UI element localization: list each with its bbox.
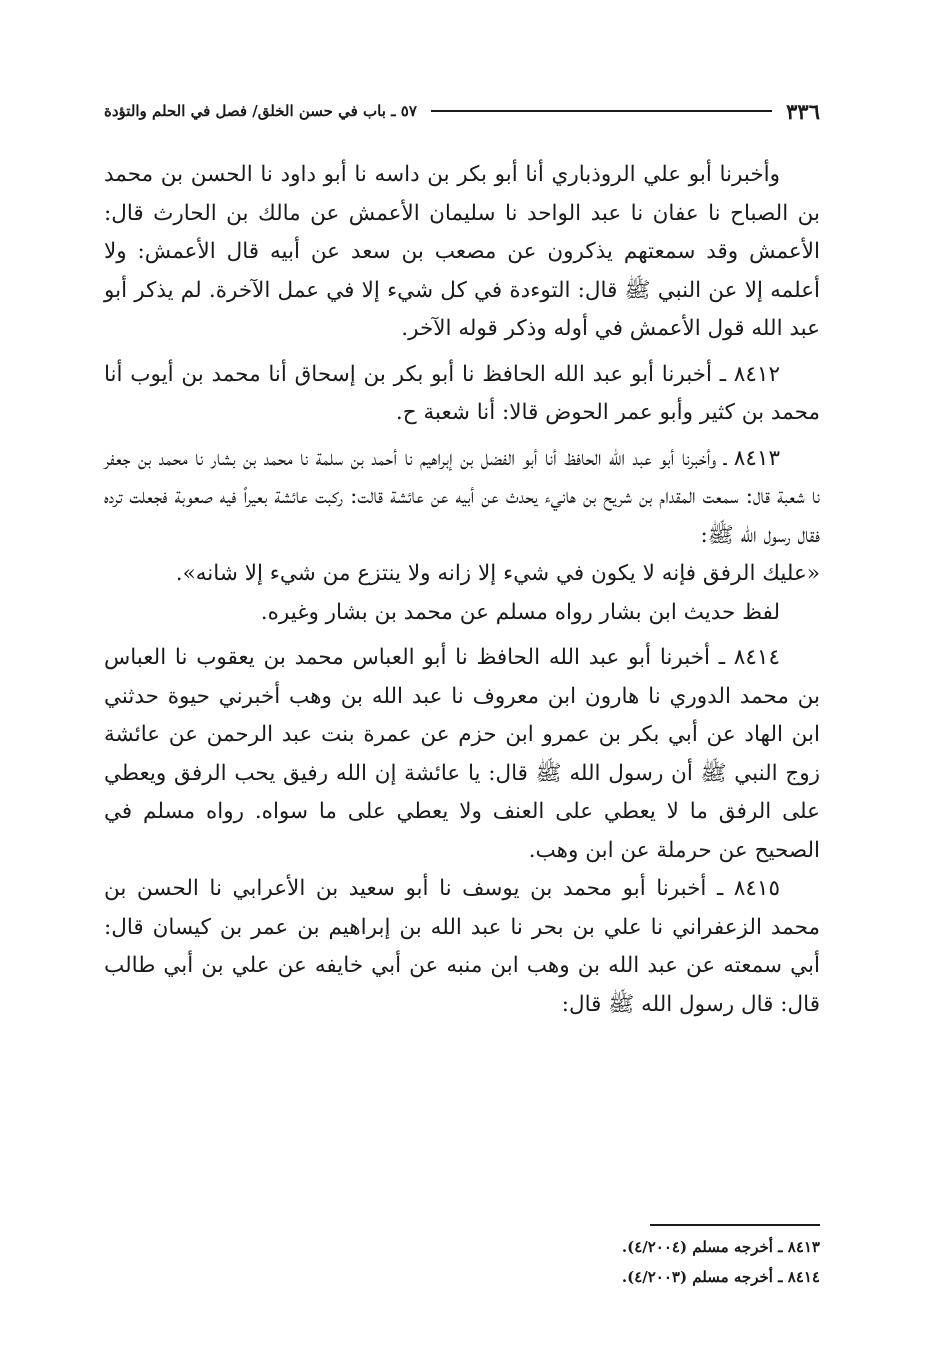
footnote-8413: ٨٤١٣ ـ أخرجه مسلم (٤/٢٠٠٤).: [621, 1238, 820, 1256]
footnotes: [104, 1232, 820, 1292]
page-header: [104, 98, 820, 124]
paragraph-hadith-8414: ٨٤١٤ ـ أخبرنا أبو عبد الله الحافظ نا أبو العباس محمد بن يعقوب نا العباس بن محمد الدوري نا هارون ابن معروف نا عبد الله بن وهب أخبرني حيوة حدثني ابن الهاد عن أبي بكر بن عمرو ابن حزم عن عمرة بنت عبد الرحمن عن عائشة زوج النبي ﷺ أن رسول الله ﷺ قال: يا عائشة إن الله رفيق يحب الرفق ويعطي على الرفق ما لا يعطي على العنف ولا يعطي على ما سواه. رواه مسلم في الصحيح عن حرملة عن ابن وهب.: [104, 645, 820, 863]
paragraph-hadith-8413-note: لفظ حديث ابن بشار رواه مسلم عن محمد بن بشار وغيره.: [260, 599, 780, 625]
paragraph-hadith-8412: ٨٤١٢ ـ أخبرنا أبو عبد الله الحافظ نا أبو بكر بن إسحاق أنا محمد بن أيوب أنا محمد بن كثير وأبو عمر الحوض قالا: أنا شعبة ح.: [104, 361, 820, 425]
paragraph-hadith-8415: ٨٤١٥ ـ أخبرنا أبو محمد بن يوسف نا أبو سعيد بن الأعرابي نا الحسن بن محمد الزعفراني نا علي بن بحر نا عبد الله بن إبراهيم بن عمر بن كيسان قال: أبي سمعته عن عبد الله بن وهب ابن منبه عن أبي خايفه عن علي بن أبي طالب قال: قال رسول الله ﷺ قال:: [104, 876, 820, 1017]
footnote-rule: [650, 1224, 820, 1226]
header-rule: [431, 110, 772, 112]
running-title: ٥٧ ـ باب في حسن الخلق/ فصل في الحلم والتؤدة: [104, 102, 417, 120]
paragraph-hadith-8413: ٨٤١٣ ـ وأخبرنا أبو عبد الله الحافظ أنا أبو الفضل بن إبراهيم نا أحمد بن سلمة نا محمد بن بشار نا محمد بن جعفر نا شعبة قال: سمعت المقدام بن شريح بن هانيء يحدث عن أبيه عن عائشة قالت: ركبت عائشة بعيراً فيه صعوبة فجعلت ترده فقال رسول الله ﷺ:: [104, 445, 820, 548]
footnote-8414: ٨٤١٤ ـ أخرجه مسلم (٤/٢٠٠٣).: [621, 1268, 820, 1286]
main-text: [104, 156, 820, 1031]
page-number: ٣٣٦: [786, 98, 820, 124]
paragraph-hadith-8413-quote: «عليك الرفق فإنه لا يكون في شيء إلا زانه ولا ينتزع من شيء إلا شانه».: [175, 561, 820, 586]
paragraph-hadith-8411-cont: وأخبرنا أبو علي الروذباري أنا أبو بكر بن داسه نا أبو داود نا الحسن بن محمد بن الصباح نا عفان نا عبد الواحد نا سليمان الأعمش عن مالك بن الحارث قال: الأعمش وقد سمعتهم يذكرون عن مصعب بن سعد عن أبيه قال الأعمش: ولا أعلمه إلا عن النبي ﷺ قال: التوءدة في كل شيء إلا في عمل الآخرة. لم يذكر أبو عبد الله قول الأعمش في أوله وذكر قوله الآخر.: [104, 162, 820, 341]
